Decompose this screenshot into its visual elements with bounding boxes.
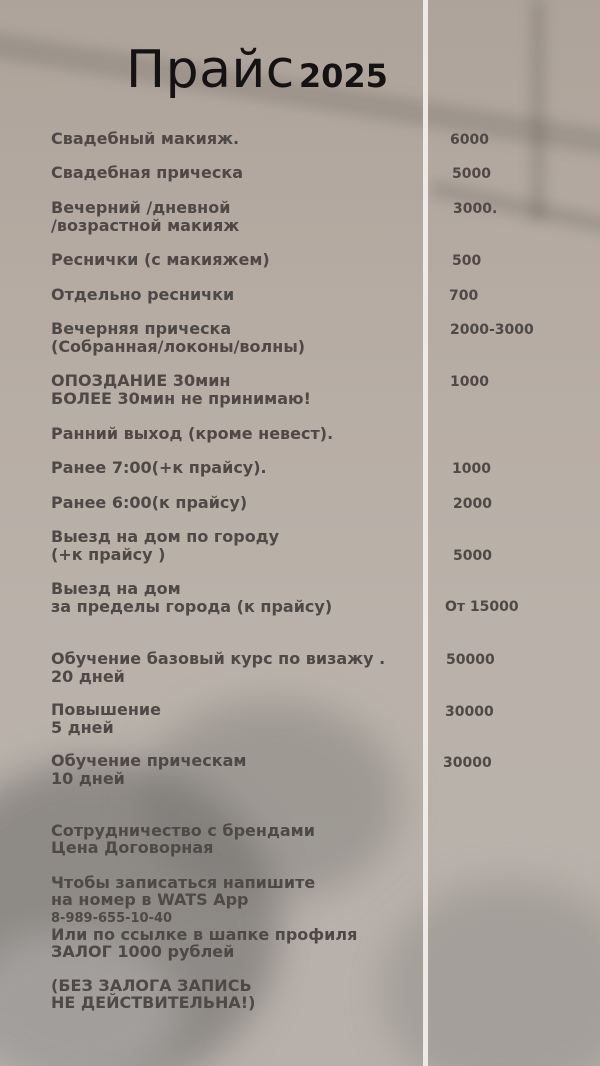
title-word: Прайс [126, 40, 295, 100]
service-name: Ранее 6:00(к прайсу) [51, 493, 248, 512]
course-price: 30000 [445, 704, 494, 720]
service-price: 700 [449, 288, 479, 304]
service-price: 5000 [453, 548, 492, 564]
service-name: Выезд на дом за пределы города (к прайсу) [51, 579, 333, 616]
service-price: 6000 [450, 132, 489, 148]
early-start-heading: Ранний выход (кроме невест). [51, 424, 334, 443]
service-name: Свадебный макияж. [51, 129, 240, 148]
page-title [126, 40, 388, 100]
service-name: Реснички (с макияжем) [51, 250, 270, 269]
service-price: 2000 [453, 496, 492, 512]
service-name: Вечерний /дневной /возрастной макияж [51, 198, 240, 235]
booking-line: Или по ссылке в шапке профиля [51, 925, 358, 944]
service-name: Отдельно реснички [51, 285, 235, 304]
window-shadow-vertical [530, 0, 546, 220]
service-price: От 15000 [445, 599, 519, 615]
deposit-note: ЗАЛОГ 1000 рублей [51, 942, 235, 961]
course-name: Обучение базовый курс по визажу . 20 дней [51, 649, 386, 686]
booking-line: на номер в WATS App [51, 890, 249, 909]
service-price: 1000 [452, 461, 491, 477]
service-name: Вечерняя прическа (Собранная/локоны/волны) [51, 319, 306, 356]
course-price: 30000 [443, 755, 492, 771]
course-name: Повышение 5 дней [51, 700, 161, 737]
vertical-divider [423, 0, 428, 1066]
course-price: 50000 [446, 652, 495, 668]
booking-line: Чтобы записаться напишите [51, 873, 316, 892]
service-price: 500 [452, 253, 482, 269]
service-price: 1000 [450, 374, 489, 390]
service-name: Ранее 7:00(+к прайсу). [51, 458, 267, 477]
cooperation-note: Сотрудничество с брендами Цена Договорная [51, 821, 315, 857]
title-year: 2025 [298, 57, 388, 95]
feather-blur [380, 880, 600, 1066]
deposit-warning: (БЕЗ ЗАЛОГА ЗАПИСЬ НЕ ДЕЙСТВИТЕЛЬНА!) [51, 976, 256, 1012]
phone-number: 8-989-655-10-40 [51, 911, 173, 926]
service-name: Свадебная прическа [51, 163, 243, 182]
service-price: 5000 [452, 166, 491, 182]
service-name: Выезд на дом по городу (+к прайсу ) [51, 527, 280, 564]
feather-blur [140, 700, 400, 900]
course-name: Обучение прическам 10 дней [51, 751, 247, 788]
service-price: 3000. [453, 201, 498, 217]
late-policy: ОПОЗДАНИЕ 30мин БОЛЕЕ 30мин не принимаю! [51, 371, 311, 408]
service-price: 2000-3000 [450, 322, 534, 338]
